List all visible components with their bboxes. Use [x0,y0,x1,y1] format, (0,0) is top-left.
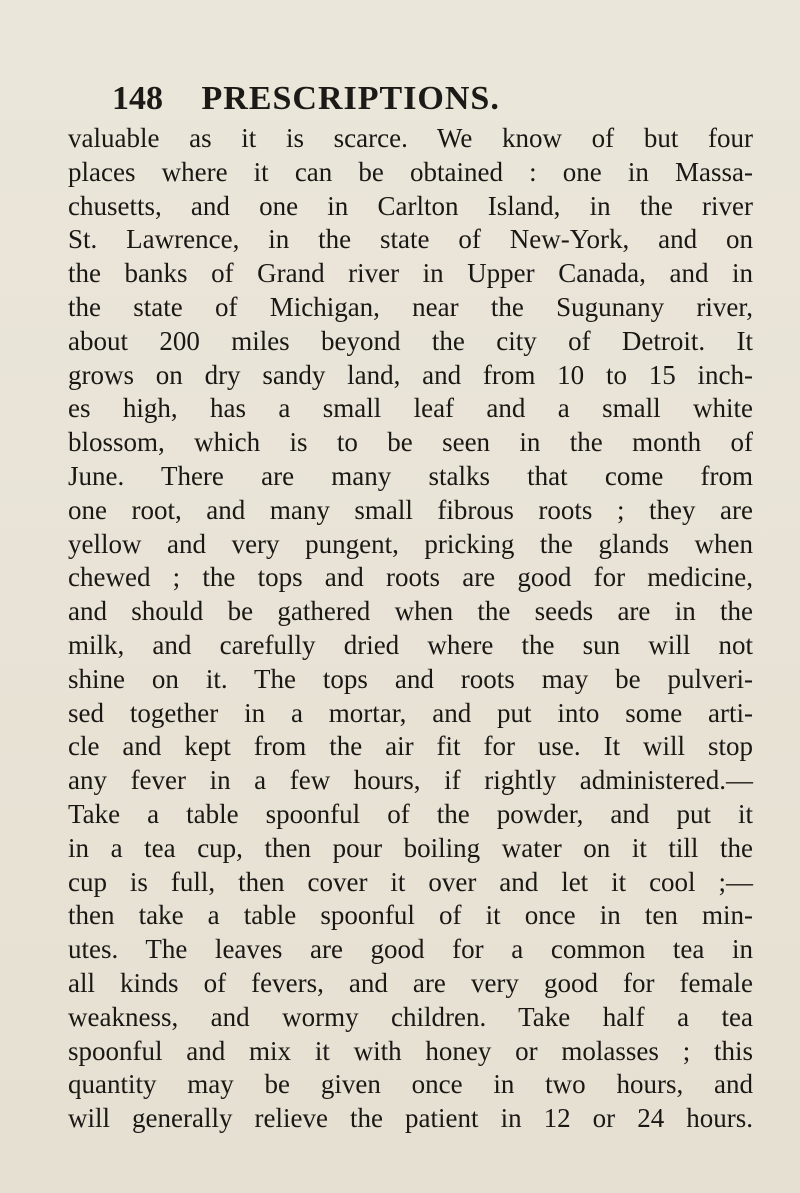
text-line: blossom, which is to be seen in the month of [68,427,753,458]
text-line: St. Lawrence, in the state of New-York, and on [68,224,753,255]
text-line: quantity may be given once in two hours, and [68,1069,753,1100]
text-line: June. There are many stalks that come from [68,460,753,491]
text-line: all kinds of fevers, and are very good for female [68,967,753,998]
text-line: es high, has a small leaf and a small white [68,393,753,424]
text-line: any fever in a few hours, if rightly administered.— [68,765,753,796]
text-line: the state of Michigan, near the Sugunany river, [68,291,753,322]
text-line: utes. The leaves are good for a common tea in [68,934,753,965]
text-line: milk, and carefully dried where the sun will not [68,629,753,660]
page-number: 148 [112,80,163,117]
text-line: one root, and many small fibrous roots ; they are [68,494,753,525]
text-line: spoonful and mix it with honey or molasses ; this [68,1035,753,1066]
text-line: will generally relieve the patient in 12 or 24 hours. [68,1103,753,1134]
body-text [68,122,753,1136]
text-line: then take a table spoonful of it once in ten min- [68,900,753,931]
text-line: the banks of Grand river in Upper Canada, and in [68,258,753,289]
text-line: valuable as it is scarce. We know of but four [68,123,753,153]
text-line: grows on dry sandy land, and from 10 to 15 inch- [68,359,753,390]
text-line: chewed ; the tops and roots are good for medicine, [68,562,753,593]
text-line: cup is full, then cover it over and let it cool ;— [68,866,753,897]
page-header [112,80,712,118]
text-line: chusetts, and one in Carlton Island, in the river [68,190,753,221]
text-line: about 200 miles beyond the city of Detroit. It [68,325,753,356]
text-line: in a tea cup, then pour boiling water on it till the [68,832,753,863]
text-line: weakness, and wormy children. Take half a tea [68,1001,753,1032]
text-line: shine on it. The tops and roots may be pulveri- [68,663,753,694]
text-line: yellow and very pungent, pricking the glands when [68,528,753,559]
text-line: cle and kept from the air fit for use. It will stop [68,731,753,762]
text-line: and should be gathered when the seeds are in the [68,596,753,627]
text-line: Take a table spoonful of the powder, and put it [68,798,753,829]
running-title: PRESCRIPTIONS. [201,80,500,117]
text-line: places where it can be obtained : one in Massa- [68,156,753,187]
text-line: sed together in a mortar, and put into some arti- [68,697,753,728]
